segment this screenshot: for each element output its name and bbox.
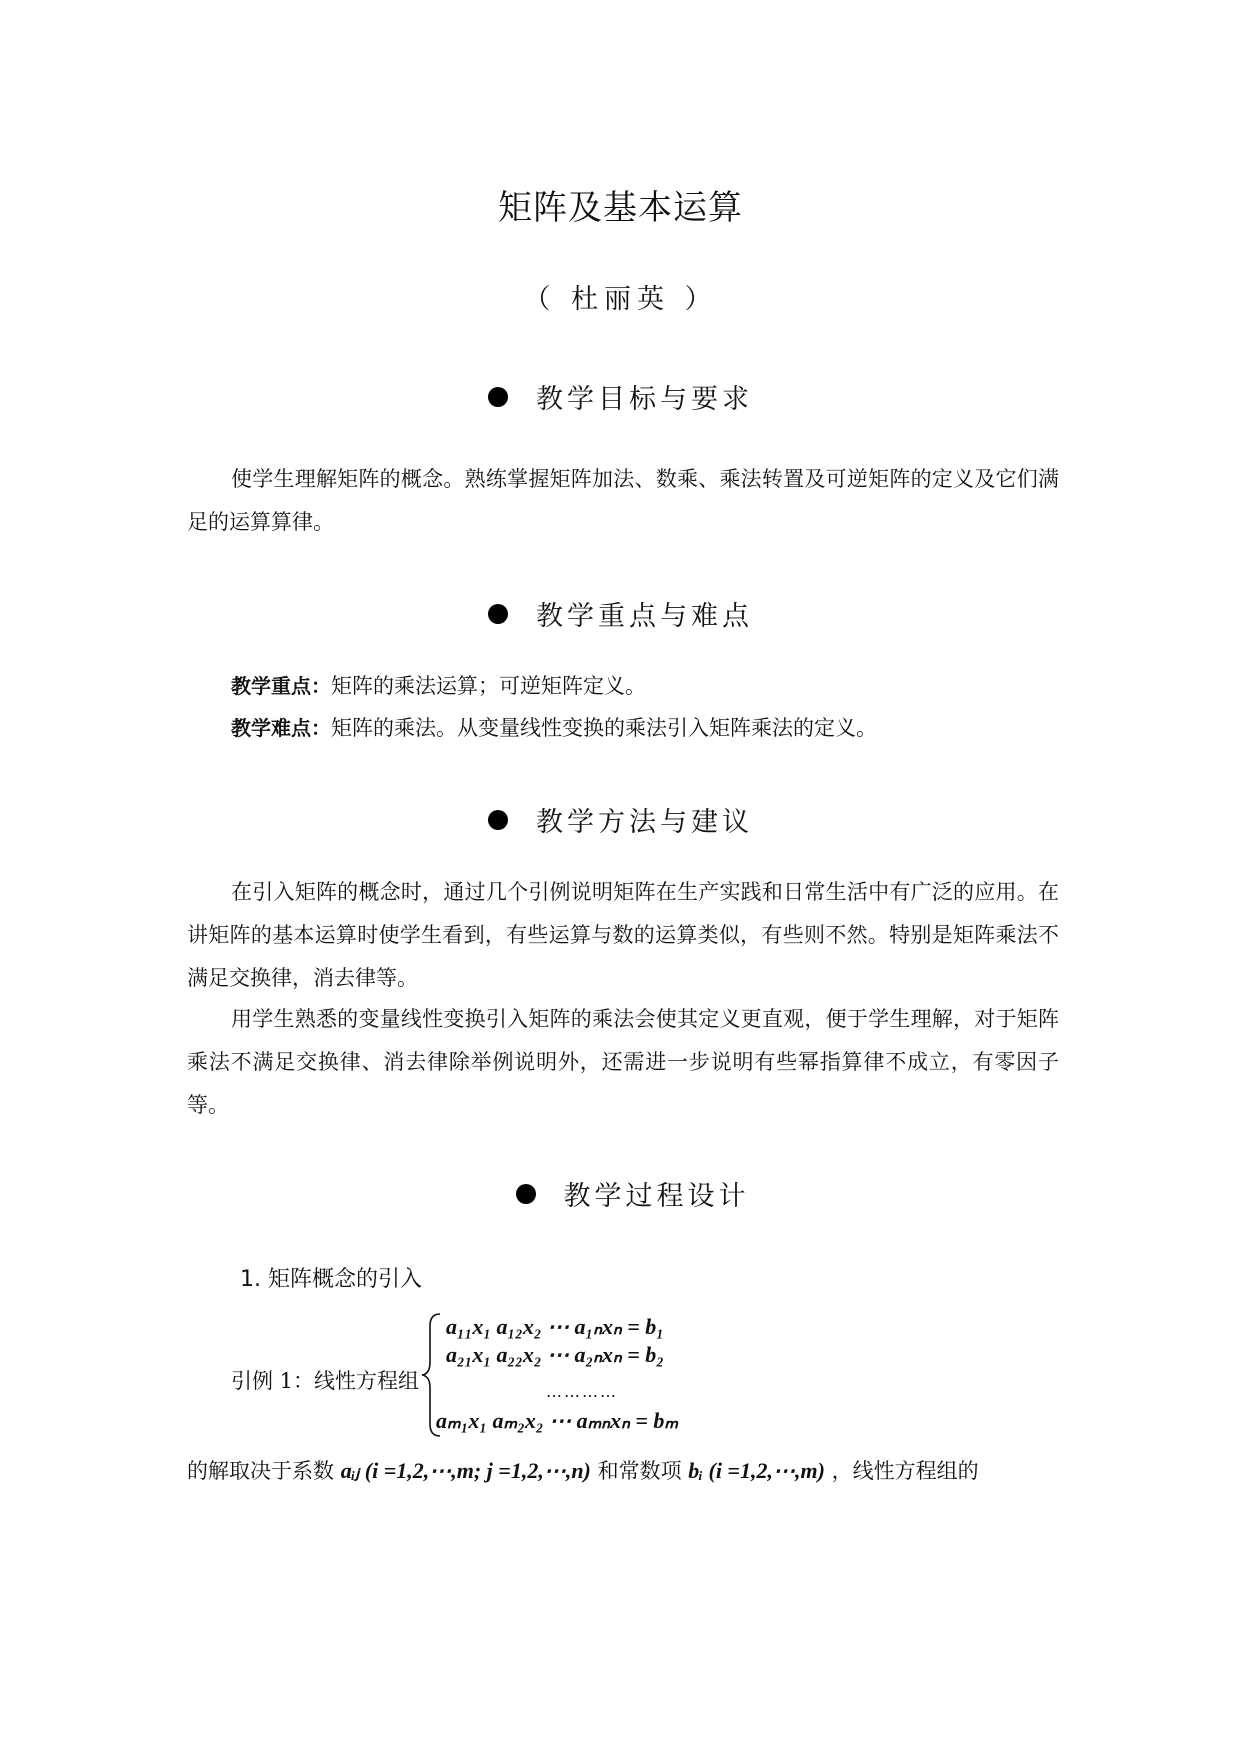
bullet-icon [488, 604, 508, 624]
equation-row-2: a₂₁x₁ a₂₂x₂ ⋯ a₂ₙxₙ = b₂ [446, 1342, 664, 1367]
section-title: 教学目标与要求 [536, 384, 753, 415]
methods-paragraph-1: 在引入矩阵的概念时，通过几个引例说明矩阵在生产实践和日常生活中有广泛的应用。在讲矩阵的基本运算时使学生看到，有些运算与数的运算类似，有些则不然。特别是矩阵乘法不满足交换律，消去律等。 [187, 880, 1059, 990]
section-title: 教学重点与难点 [536, 601, 753, 632]
coefficient-expression: aᵢⱼ (i =1,2,⋯,m; j =1,2,⋯,n) [340, 1458, 591, 1483]
constant-expression: bᵢ (i =1,2,⋯,m) [688, 1458, 825, 1483]
bullet-icon [488, 810, 508, 830]
goals-paragraph: 使学生理解矩阵的概念。熟练掌握矩阵加法、数乘、乘法转置及可逆矩阵的定义及它们满足的运算算律。 [187, 467, 1059, 534]
difficulty-text: 矩阵的乘法。从变量线性变换的乘法引入矩阵乘法的定义。 [331, 716, 877, 740]
equation-system [420, 1310, 760, 1440]
section-title: 教学过程设计 [563, 1181, 750, 1212]
example-label: 引例 1：线性方程组 [231, 1369, 420, 1393]
focus-text: 矩阵的乘法运算；可逆矩阵定义。 [331, 674, 646, 698]
text-fragment: ，线性方程组的 [831, 1459, 979, 1483]
focus-label: 教学重点： [231, 674, 331, 698]
difficulty-line [231, 712, 877, 742]
section-heading-goals [0, 377, 1241, 416]
bullet-icon [488, 387, 508, 407]
methods-paragraph-2: 用学生熟悉的变量线性变换引入矩阵的乘法会使其定义更直观，便于学生理解，对于矩阵乘法不满足交换律、消去律除举例说明外，还需进一步说明有些幂指算律不成立，有零因子等。 [187, 1007, 1059, 1117]
bullet-icon [516, 1184, 536, 1204]
ellipsis-row: ………… [546, 1382, 618, 1401]
text-fragment: 的解取决于系数 [187, 1459, 334, 1483]
subsection-heading: 1. 矩阵概念的引入 [240, 1267, 422, 1292]
section-heading-process [12, 1174, 1241, 1213]
continuation-line [187, 1455, 979, 1485]
author-line: （ 杜丽英 ） [523, 284, 718, 315]
focus-line [231, 670, 646, 700]
document-title: 矩阵及基本运算 [498, 188, 743, 228]
section-title: 教学方法与建议 [536, 807, 753, 838]
difficulty-label: 教学难点： [231, 716, 331, 740]
equation-row-m: aₘ₁x₁ aₘ₂x₂ ⋯ aₘₙxₙ = bₘ [436, 1408, 679, 1433]
equation-row-1: a₁₁x₁ a₁₂x₂ ⋯ a₁ₙxₙ = b₁ [446, 1314, 664, 1339]
text-fragment: 和常数项 [597, 1459, 682, 1483]
section-heading-keypoints [0, 594, 1241, 633]
section-heading-methods [0, 800, 1241, 839]
